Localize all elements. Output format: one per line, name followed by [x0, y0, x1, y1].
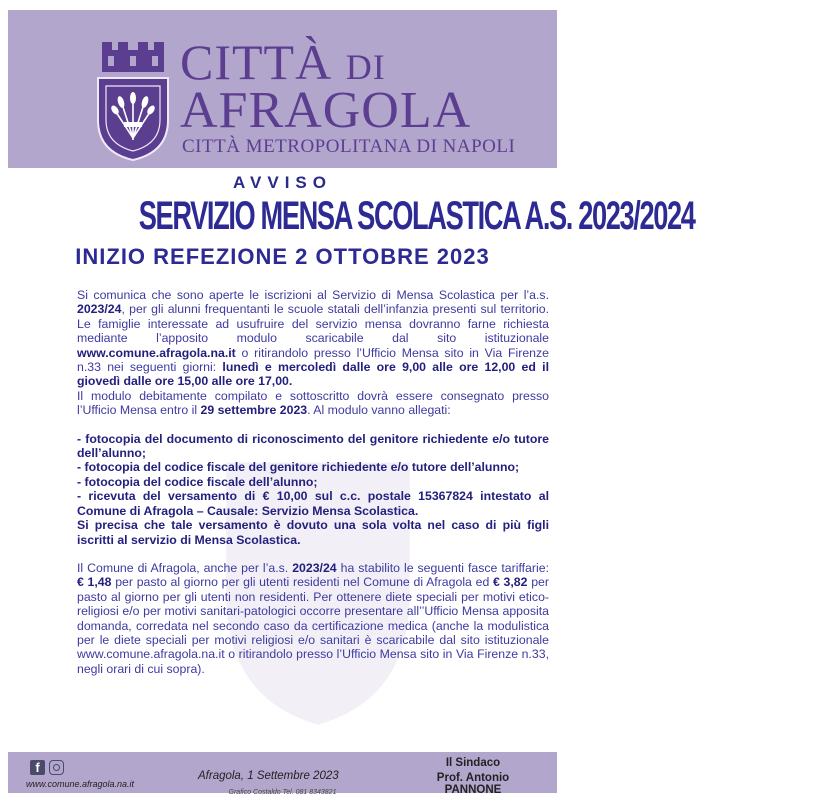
signatory-role: Il Sindaco	[445, 757, 501, 769]
paragraph-consegna: Il modulo debitamente compilato e sottoscritto dovrà essere consegnato presso l’Ufficio Mensa entro il 29 settembre 2023. Al modulo vanno allegati:	[77, 388, 549, 418]
notice-label: AVVISO	[233, 173, 332, 192]
city-subtitle: CITTÀ METROPOLITANA DI NAPOLI	[182, 136, 516, 157]
notice-page	[8, 10, 695, 796]
list-item: - fotocopia del codice fiscale dell’alunno;	[77, 474, 318, 489]
list-note: Si precisa che tale versamento è dovuto una sola volta nel caso di più figli iscritti al servizio di Mensa Scolastica.	[77, 518, 549, 547]
notice-title: SERVIZIO MENSA SCOLASTICA A.S. 2023/2024	[138, 194, 695, 238]
notice-subtitle: INIZIO REFEZIONE 2 OTTOBRE 2023	[75, 244, 490, 269]
paragraph-iscrizioni: Si comunica che sono aperte le iscrizioni al Servizio di Mensa Scolastica per l’a.s. 2023/24, per gli alunni frequentanti le scuole statali dell’infanzia presenti sul territorio. Le famiglie interessate ad usufruire del servizio mensa dovranno farne richiesta mediante l’apposito modulo scaricabile dal sito istituzionale www.comune.afragola.na.it o ritirandolo presso l’Ufficio Mensa sito in Via Firenze n.33 nei seguenti giorni: lunedì e mercoledì dalle ore 9,00 alle ore 12,00 ed il giovedì dalle ore 15,00 alle ore 17,00.	[77, 288, 549, 389]
print-credit: Grafico Costaldo Tel. 081 8343821	[228, 789, 337, 796]
facebook-icon[interactable]: f	[30, 760, 45, 775]
list-item: - ricevuta del versamento di € 10,00 sul c.c. postale 15367824 intestato al Comune di Afragola – Causale: Servizio Mensa Scolastica.	[77, 489, 549, 518]
instagram-icon[interactable]	[49, 760, 64, 775]
paragraph-tariffe: Il Comune di Afragola, anche per l’a.s. 2023/24 ha stabilito le seguenti fasce tariffarie: € 1,48 per pasto al giorno per gli utenti residenti nel Comune di Afragola ed € 3,82 per pasto al giorno per gli utenti non residenti. Per ottenere diete speciali per motivi etico-religiosi e/o per motivi sanitari-patologici occorre presentare all’’Ufficio Mensa apposita domanda, corredata nel secondo caso da certificazione medica (anche la modulistica per le diete speciali per motivi religiosi e/o sanitari è scaricabile dal sito istituzionale www.comune.afragola.na.it o ritirandolo presso l’Ufficio Mensa sito in Via Firenze n.33, negli orari di cui sopra).	[77, 560, 549, 676]
issue-date: Afragola, 1 Settembre 2023	[198, 770, 339, 782]
attachments-list	[77, 432, 549, 547]
signatory-name: Prof. Antonio PANNONE	[436, 772, 510, 796]
header-band	[8, 10, 557, 168]
list-item: - fotocopia del documento di riconoscimento del genitore richiedente e/o tutore dell’alunno;	[77, 431, 549, 461]
website-link[interactable]: www.comune.afragola.na.it	[26, 779, 135, 789]
footer-band	[8, 752, 557, 796]
crest-icon	[94, 40, 172, 162]
notice-body	[77, 288, 549, 676]
list-item: - fotocopia del codice fiscale del genitore richiedente e/o tutore dell’alunno;	[77, 460, 520, 475]
city-title-line1: CITTÀ DI	[180, 34, 386, 90]
city-title-line2: AFRAGOLA	[180, 82, 472, 139]
